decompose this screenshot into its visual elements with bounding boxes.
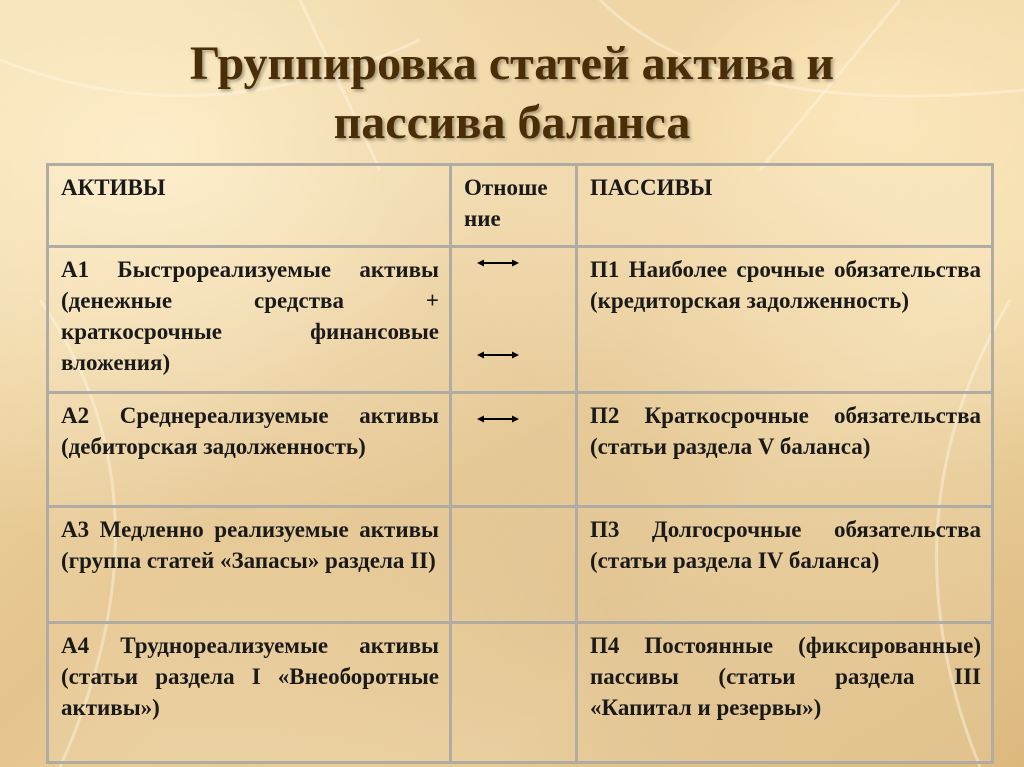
- slide-title: [0, 34, 1024, 152]
- liability-cell-p1: П1 Наиболее срочные обязательства (кредиторская задолженность): [577, 247, 993, 393]
- table-header-row: [48, 165, 993, 247]
- double-arrow-icon: [477, 258, 519, 268]
- relation-cell-2: [451, 393, 577, 507]
- header-relation: Отноше ние: [451, 165, 577, 247]
- table-row: [48, 623, 993, 763]
- table-row: [48, 247, 993, 393]
- header-assets: АКТИВЫ: [48, 165, 451, 247]
- balance-grouping-table: [46, 163, 994, 764]
- table-row: [48, 393, 993, 507]
- title-line-1: Группировка статей актива и: [189, 37, 835, 90]
- asset-cell-a1: А1 Быстрореализуемые активы (денежные средства + краткосрочные финансовые вложения): [48, 247, 451, 393]
- liability-cell-p3: П3 Долгосрочные обязательства (статьи раздела IV баланса): [577, 507, 993, 623]
- liability-cell-p2: П2 Краткосрочные обязательства (статьи раздела V баланса): [577, 393, 993, 507]
- double-arrow-icon: [477, 414, 519, 424]
- relation-cell-4: [451, 623, 577, 763]
- asset-cell-a4: А4 Труднореализуемые активы (статьи раздела I «Внеоборотные активы»): [48, 623, 451, 763]
- asset-cell-a3: А3 Медленно реализуемые активы (группа статей «Запасы» раздела II): [48, 507, 451, 623]
- double-arrow-icon: [477, 350, 519, 360]
- relation-cell-3: [451, 507, 577, 623]
- table-row: [48, 507, 993, 623]
- liability-cell-p4: П4 Постоянные (фиксированные) пассивы (статьи раздела III «Капитал и резервы»): [577, 623, 993, 763]
- header-liabilities: ПАССИВЫ: [577, 165, 993, 247]
- asset-cell-a2: А2 Среднереализуемые активы (дебиторская задолженность): [48, 393, 451, 507]
- relation-cell-1: [451, 247, 577, 393]
- title-line-2: пассива баланса: [333, 96, 691, 149]
